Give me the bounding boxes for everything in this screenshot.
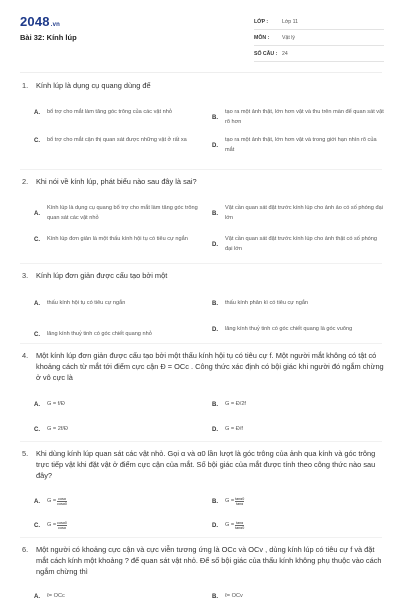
question-3 xyxy=(22,270,384,338)
quiz-meta xyxy=(254,14,384,62)
option-text: Vật cần quan sát đặt trước kính lúp cho ảnh thật có số phóng đại lớn xyxy=(225,236,378,252)
option-a[interactable] xyxy=(30,299,208,309)
question-number: 5. xyxy=(22,449,29,458)
option-text: Vật cần quan sát đặt trước kính lúp cho ảnh ảo có số phóng đại lớn xyxy=(225,205,383,221)
option-d[interactable] xyxy=(208,136,386,155)
option-letter: D. xyxy=(212,426,218,433)
option-b[interactable] xyxy=(208,497,386,507)
meta-value: Lớp 11 xyxy=(282,18,298,25)
option-text: Kính lúp là dụng cụ quang bổ trợ cho mắt làm tăng góc trông quan sát các vật nhỏ xyxy=(47,205,198,221)
option-a[interactable] xyxy=(30,592,208,600)
fraction xyxy=(235,521,244,530)
meta-value: Vật lý xyxy=(282,34,295,41)
question-text: Kính lúp là dụng cụ quang dùng để xyxy=(36,81,151,90)
question-text: Khi nói về kính lúp, phát biểu nào sau đây là sai? xyxy=(36,177,197,186)
option-text: lăng kính thuỷ tinh có góc chiết quang nhỏ xyxy=(47,331,152,337)
question-divider xyxy=(20,441,382,442)
question-divider xyxy=(20,169,382,170)
question-1 xyxy=(22,80,384,153)
page-header xyxy=(0,0,400,62)
meta-label: SỐ CÂU : xyxy=(254,50,278,57)
question-text: Một kính lúp đơn giản được cấu tạo bởi một thấu kính hội tụ có tiêu cự f. Một người mắt không có tật có khoảng cách từ mắt tới điểm cực cận Đ = OCc . Công thức xác định có bội giác khi người đó ngắm chừng ở vô cực là xyxy=(36,351,384,382)
question-stem xyxy=(22,544,384,577)
option-letter: C. xyxy=(34,426,40,433)
option-text: G = Đ/2f xyxy=(225,401,246,407)
question-text: Khi dùng kính lúp quan sát các vật nhỏ. Gọi α và α0 lần lượt là góc trông của ảnh qua kính và góc trông trực tiếp vật khi đặt vật ở điểm cực cận của mắt. Số bội giác của mắt được tính theo công thức nào sau đây? xyxy=(36,449,376,480)
question-number: 4. xyxy=(22,351,29,360)
meta-value: 24 xyxy=(282,50,288,57)
option-letter: B. xyxy=(212,300,218,307)
option-text: lăng kính thuỷ tinh có góc chiết quang là góc vuông xyxy=(225,326,353,332)
option-d[interactable] xyxy=(208,325,386,335)
question-number: 2. xyxy=(22,177,29,186)
header-divider xyxy=(20,72,382,73)
question-divider xyxy=(20,343,382,344)
option-b[interactable] xyxy=(208,204,386,223)
option-letter: A. xyxy=(34,498,40,505)
question-divider xyxy=(20,537,382,538)
question-number: 1. xyxy=(22,81,29,90)
question-number: 3. xyxy=(22,271,29,280)
option-text: Kính lúp đơn giản là một thấu kính hội tụ có tiêu cự ngắn xyxy=(47,236,188,242)
option-letter: C. xyxy=(34,137,40,144)
fraction-numerator: tanα xyxy=(236,521,244,526)
option-letter: D. xyxy=(212,142,218,149)
option-c[interactable] xyxy=(30,235,208,245)
formula-prefix: G = xyxy=(47,522,57,528)
option-letter: A. xyxy=(34,593,40,600)
option-c[interactable] xyxy=(30,425,208,435)
option-c[interactable] xyxy=(30,136,208,146)
option-d[interactable] xyxy=(208,235,386,254)
option-letter: B. xyxy=(212,401,218,408)
option-text: thấu kính hội tụ có tiêu cự ngắn xyxy=(47,300,126,306)
option-text: G = Đ/f xyxy=(225,426,243,432)
option-text: ℓ= OCc xyxy=(47,593,65,599)
option-letter: A. xyxy=(34,300,40,307)
question-number: 6. xyxy=(22,545,29,554)
option-b[interactable] xyxy=(208,299,386,309)
formula-prefix: G = xyxy=(225,522,235,528)
question-stem xyxy=(22,350,384,383)
meta-label: MÔN : xyxy=(254,34,270,41)
question-stem xyxy=(22,80,384,91)
meta-label: LỚP : xyxy=(254,18,269,25)
meta-row-class xyxy=(254,14,384,30)
option-text: ℓ= OCv xyxy=(225,593,243,599)
question-divider xyxy=(20,263,382,264)
option-text: tạo ra một ảnh thật, lớn hơn vật và trong giới hạn nhìn rõ của mắt xyxy=(225,137,377,153)
lesson-title: Bài 32: Kính lúp xyxy=(20,33,77,42)
option-text: thấu kính phân kì có tiêu cự ngắn xyxy=(225,300,309,306)
question-4 xyxy=(22,350,384,433)
formula-prefix: G = xyxy=(47,498,57,504)
option-letter: B. xyxy=(212,593,218,600)
question-text: Một người có khoảng cực cận và cực viễn tương ứng là OCc và OCv , dùng kính lúp có tiêu cự f và đặt mắt cách kính một khoảng ? để quan sát vật nhỏ. Để số bội giác của thấu kính không phụ thuộc vào cách ngắm chừng thì xyxy=(36,545,382,576)
option-d[interactable] xyxy=(208,521,386,531)
fraction-numerator: cosα xyxy=(58,497,66,502)
option-letter: B. xyxy=(212,114,218,121)
fraction-numerator: tanα0 xyxy=(235,497,245,502)
question-6 xyxy=(22,544,384,600)
option-letter: A. xyxy=(34,210,40,217)
option-text: bổ trợ cho mắt làm tăng góc trông của các vật nhỏ xyxy=(47,109,172,115)
question-stem xyxy=(22,176,384,187)
question-text: Kính lúp đơn giản được cấu tạo bởi một xyxy=(36,271,168,280)
fraction-numerator: cosα0 xyxy=(57,521,67,526)
question-2 xyxy=(22,176,384,252)
meta-row-subject xyxy=(254,30,384,46)
option-text: bổ trợ cho mắt cận thị quan sát được những vật ở rất xa xyxy=(47,137,187,143)
option-text: G = f/Đ xyxy=(47,401,65,407)
logo-suffix: .vn xyxy=(50,22,61,28)
option-c[interactable] xyxy=(30,330,208,340)
fraction-denominator: tanα0 xyxy=(235,526,245,531)
question-stem xyxy=(22,448,384,481)
option-a[interactable] xyxy=(30,108,208,118)
option-letter: A. xyxy=(34,401,40,408)
option-d[interactable] xyxy=(208,425,386,435)
option-b[interactable] xyxy=(208,592,386,600)
fraction-denominator: cosα xyxy=(58,526,66,531)
option-b[interactable] xyxy=(208,400,386,410)
option-letter: C. xyxy=(34,331,40,338)
option-b[interactable] xyxy=(208,108,386,127)
option-c[interactable] xyxy=(30,521,208,531)
option-a[interactable] xyxy=(30,497,208,507)
fraction xyxy=(57,497,67,506)
option-letter: D. xyxy=(212,326,218,333)
fraction-denominator: tanα xyxy=(236,502,244,507)
logo-text: 2048 xyxy=(20,14,50,29)
option-letter: D. xyxy=(212,522,218,529)
fraction xyxy=(235,497,244,506)
option-letter: A. xyxy=(34,109,40,116)
option-a[interactable] xyxy=(30,204,208,223)
fraction xyxy=(57,521,67,530)
option-letter: D. xyxy=(212,241,218,248)
question-stem xyxy=(22,270,384,281)
option-letter: B. xyxy=(212,210,218,217)
formula-prefix: G = xyxy=(225,498,235,504)
option-text: G = 2f/Đ xyxy=(47,426,68,432)
site-logo[interactable] xyxy=(20,14,60,29)
option-letter: B. xyxy=(212,498,218,505)
option-a[interactable] xyxy=(30,400,208,410)
fraction-denominator: cosα0 xyxy=(57,502,67,507)
option-text: tạo ra một ảnh thật, lớn hơn vật và thu trên màn để quan sát vật rõ hơn xyxy=(225,109,384,125)
meta-row-count xyxy=(254,46,384,62)
option-letter: C. xyxy=(34,522,40,529)
option-letter: C. xyxy=(34,236,40,243)
